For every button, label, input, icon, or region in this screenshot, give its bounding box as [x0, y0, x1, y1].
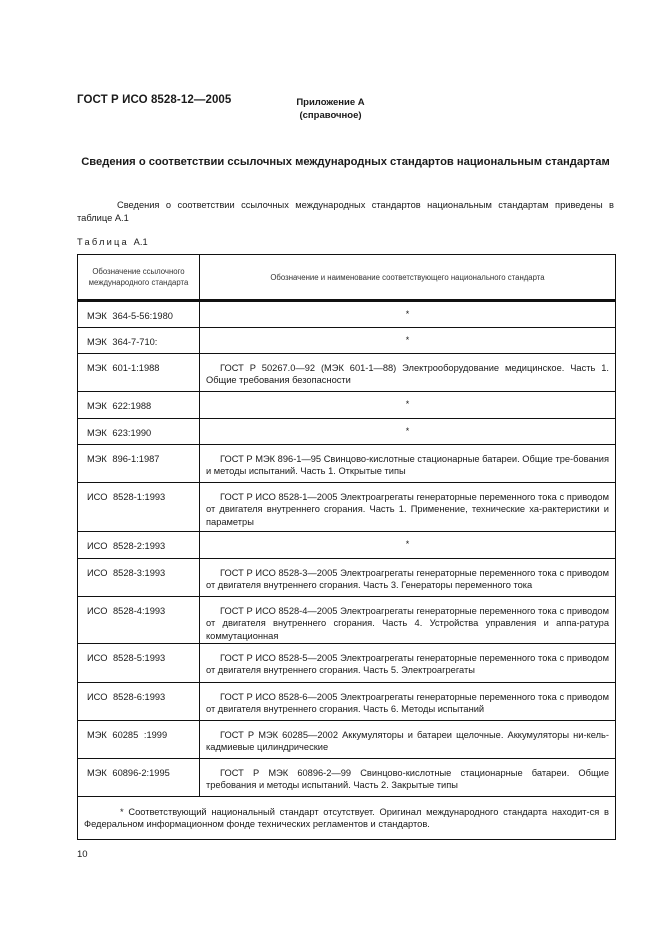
- international-standard-code: ИСО 8528-3:1993: [78, 559, 200, 597]
- international-standard-code: ИСО 8528-5:1993: [78, 644, 200, 683]
- international-standard-code: МЭК 60896-2:1995: [78, 759, 200, 797]
- table-row: [78, 559, 616, 597]
- national-standard-text: ГОСТ Р ИСО 8528-3—2005 Электроагрегаты генераторные переменного тока с приводом от двигателя внутреннего сгорания. Часть 3. Генераторы переменного тока: [206, 568, 609, 591]
- table-caption-number: А.1: [133, 237, 148, 247]
- national-standard-text: ГОСТ Р ИСО 8528-5—2005 Электроагрегаты генераторные переменного тока с приводом от двигателя внутреннего сгорания. Часть 5. Электроагрегаты: [206, 653, 609, 676]
- national-standard-name: [200, 483, 616, 532]
- column-header-international: Обозначение ссылочного международного стандарта: [78, 255, 200, 301]
- international-standard-code: ИСО 8528-6:1993: [78, 683, 200, 721]
- national-standard-text: ГОСТ Р ИСО 8528-1—2005 Электроагрегаты генераторные переменного тока с приводом от двигателя внутреннего сгорания. Часть 1. Применение, технические ха-рактеристики и параметры: [206, 492, 609, 527]
- table-row: [78, 419, 616, 445]
- international-standard-code: ИСО 8528-4:1993: [78, 597, 200, 644]
- international-standard-code: МЭК 364-7-710:: [78, 328, 200, 354]
- national-standard-text: ГОСТ Р МЭК 60896-2—99 Свинцово-кислотные стационарные батареи. Общие требования и методы испытаний. Часть 2. Закрытые типы: [206, 768, 609, 791]
- document-code: ГОСТ Р ИСО 8528-12—2005: [77, 94, 232, 106]
- table-row: [78, 328, 616, 354]
- table-header-row: [78, 255, 616, 301]
- table-footnote: * Соответствующий национальный стандарт отсутствует. Оригинал международного стандарта находит-ся в Федеральном информационном фонде технических регламентов и стандартов.: [78, 797, 616, 840]
- international-standard-code: МЭК 364-5-56:1980: [78, 301, 200, 328]
- national-standard-name: [200, 597, 616, 644]
- table-footnote-row: [78, 797, 616, 840]
- no-national-standard-marker: *: [200, 419, 616, 445]
- national-standard-name: [200, 644, 616, 683]
- national-standard-text: ГОСТ Р МЭК 896-1—95 Свинцово-кислотные стационарные батареи. Общие тре-бования и методы испытаний. Часть 1. Открытые типы: [206, 454, 609, 477]
- page-number: 10: [77, 849, 88, 860]
- national-standard-text: ГОСТ Р ИСО 8528-6—2005 Электроагрегаты генераторные переменного тока с приводом от двигателя внутреннего сгорания. Часть 6. Методы испытаний: [206, 692, 609, 715]
- table-row: [78, 445, 616, 483]
- national-standard-name: [200, 721, 616, 759]
- table-row: [78, 683, 616, 721]
- international-standard-code: МЭК 623:1990: [78, 419, 200, 445]
- national-standard-name: [200, 759, 616, 797]
- annex-subtitle: (справочное): [299, 110, 362, 121]
- international-standard-code: МЭК 622:1988: [78, 392, 200, 419]
- table-row: [78, 532, 616, 559]
- national-standard-name: [200, 683, 616, 721]
- column-header-national: Обозначение и наименование соответствующего национального стандарта: [200, 255, 616, 301]
- table-row: [78, 483, 616, 532]
- no-national-standard-marker: *: [200, 532, 616, 559]
- national-standard-text: ГОСТ Р 50267.0—92 (МЭК 601-1—88) Электрооборудование медицинское. Часть 1. Общие требования безопасности: [206, 363, 609, 386]
- national-standard-text: ГОСТ Р ИСО 8528-4—2005 Электроагрегаты генераторные переменного тока с приводом от двигателя внутреннего сгорания. Часть 4. Устройства управления и аппа-ратура коммутационная: [206, 606, 609, 641]
- table-row: [78, 644, 616, 683]
- table-row: [78, 301, 616, 328]
- no-national-standard-marker: *: [200, 301, 616, 328]
- international-standard-code: ИСО 8528-2:1993: [78, 532, 200, 559]
- table-row: [78, 354, 616, 392]
- no-national-standard-marker: *: [200, 392, 616, 419]
- international-standard-code: МЭК 60285 :1999: [78, 721, 200, 759]
- table-row: [78, 721, 616, 759]
- national-standard-name: [200, 354, 616, 392]
- table-row: [78, 597, 616, 644]
- no-national-standard-marker: *: [200, 328, 616, 354]
- table-row: [78, 392, 616, 419]
- national-standard-name: [200, 445, 616, 483]
- intro-paragraph: Сведения о соответствии ссылочных международных стандартов национальным стандартам приведены в таблице А.1: [77, 200, 614, 223]
- standards-correspondence-table: [77, 254, 616, 840]
- annex-title: Приложение А: [296, 97, 365, 108]
- national-standard-name: [200, 559, 616, 597]
- international-standard-code: ИСО 8528-1:1993: [78, 483, 200, 532]
- table-caption-label: Таблица: [77, 237, 129, 247]
- section-title: Сведения о соответствии ссылочных международных стандартов национальным стандартам: [81, 156, 610, 168]
- table-row: [78, 759, 616, 797]
- table-caption: [77, 237, 148, 247]
- international-standard-code: МЭК 601-1:1988: [78, 354, 200, 392]
- national-standard-text: ГОСТ Р МЭК 60285—2002 Аккумуляторы и батареи щелочные. Аккумуляторы ни-кель-кадмиевые цилиндрические: [206, 730, 609, 753]
- international-standard-code: МЭК 896-1:1987: [78, 445, 200, 483]
